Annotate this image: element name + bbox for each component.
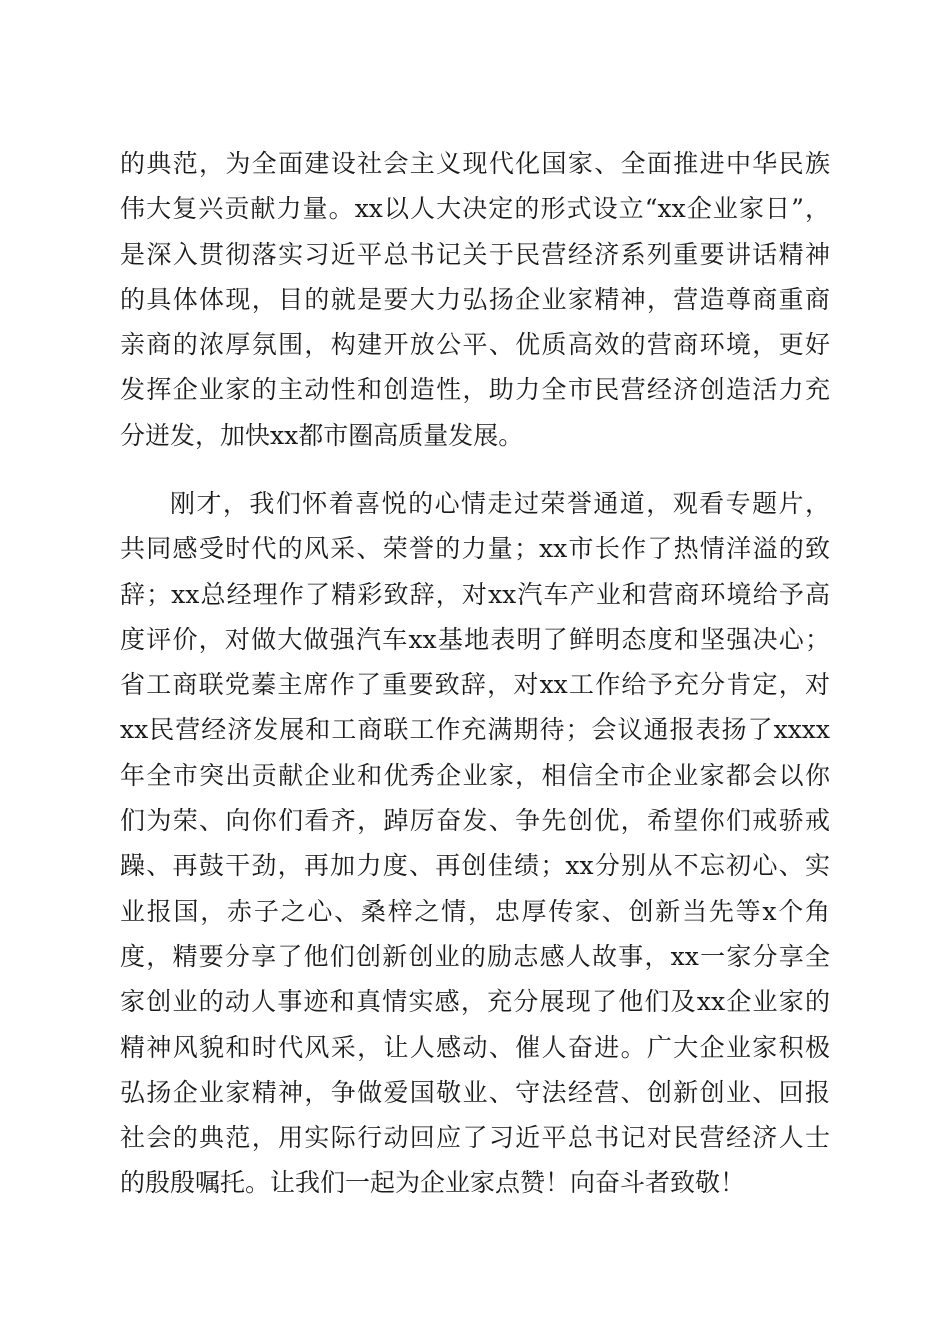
text-line: 的殷殷嘱托。让我们一起为企业家点赞！向奋斗者致敬！ (120, 1168, 746, 1198)
text-line: 的典范，为全面建设社会主义现代化国家、全面推进中华民族 (120, 149, 830, 178)
text-line: 辞；xx总经理作了精彩致辞，对xx汽车产业和营商环境给予高 (120, 579, 830, 609)
text-line: 共同感受时代的风采、荣誉的力量；xx市长作了热情洋溢的致 (120, 534, 830, 564)
text-line: 的具体体现，目的就是要大力弘扬企业家精神，营造尊商重商 (120, 284, 830, 314)
text-line: 家创业的动人事迹和真情实感，充分展现了他们及xx企业家的 (120, 987, 830, 1017)
text-line: 度评价，对做大做强汽车xx基地表明了鲜明态度和坚强决心； (120, 624, 830, 654)
text-line: 业报国，赤子之心、桑梓之情，忠厚传家、创新当先等x个角 (120, 896, 830, 926)
paragraph-2 (120, 481, 830, 1206)
text-line: 省工商联党蓁主席作了重要致辞，对xx工作给予充分肯定，对 (120, 670, 830, 700)
text-line: 们为荣、向你们看齐，踔厉奋发、争先创优，希望你们戒骄戒 (120, 806, 830, 836)
paragraph-1 (120, 141, 830, 458)
text-line: 伟大复兴贡献力量。xx以人大决定的形式设立“xx企业家日”， (120, 194, 830, 224)
text-line: 社会的典范，用实际行动回应了习近平总书记对民营经济人士 (120, 1123, 830, 1153)
text-line: 度，精要分享了他们创新创业的励志感人故事，xx一家分享全 (120, 941, 830, 971)
text-line: 刚才，我们怀着喜悦的心情走过荣誉通道，观看专题片， (170, 489, 830, 518)
text-line: 精神风貌和时代风采，让人感动、催人奋进。广大企业家积极 (120, 1032, 830, 1062)
text-line: 年全市突出贡献企业和优秀企业家，相信全市企业家都会以你 (120, 760, 830, 790)
text-line: 亲商的浓厚氛围，构建开放公平、优质高效的营商环境，更好 (120, 330, 830, 360)
text-line: 发挥企业家的主动性和创造性，助力全市民营经济创造活力充 (120, 375, 830, 405)
text-line: 弘扬企业家精神，争做爱国敬业、守法经营、创新创业、回报 (120, 1077, 830, 1107)
text-line: 躁、再鼓干劲，再加力度、再创佳绩；xx分别从不忘初心、实 (120, 851, 830, 881)
text-line: 分迸发，加快xx都市圈高质量发展。 (120, 420, 524, 450)
text-line: xx民营经济发展和工商联工作充满期待；会议通报表扬了xxxx (120, 715, 830, 745)
text-line: 是深入贯彻落实习近平总书记关于民营经济系列重要讲话精神 (120, 239, 830, 269)
